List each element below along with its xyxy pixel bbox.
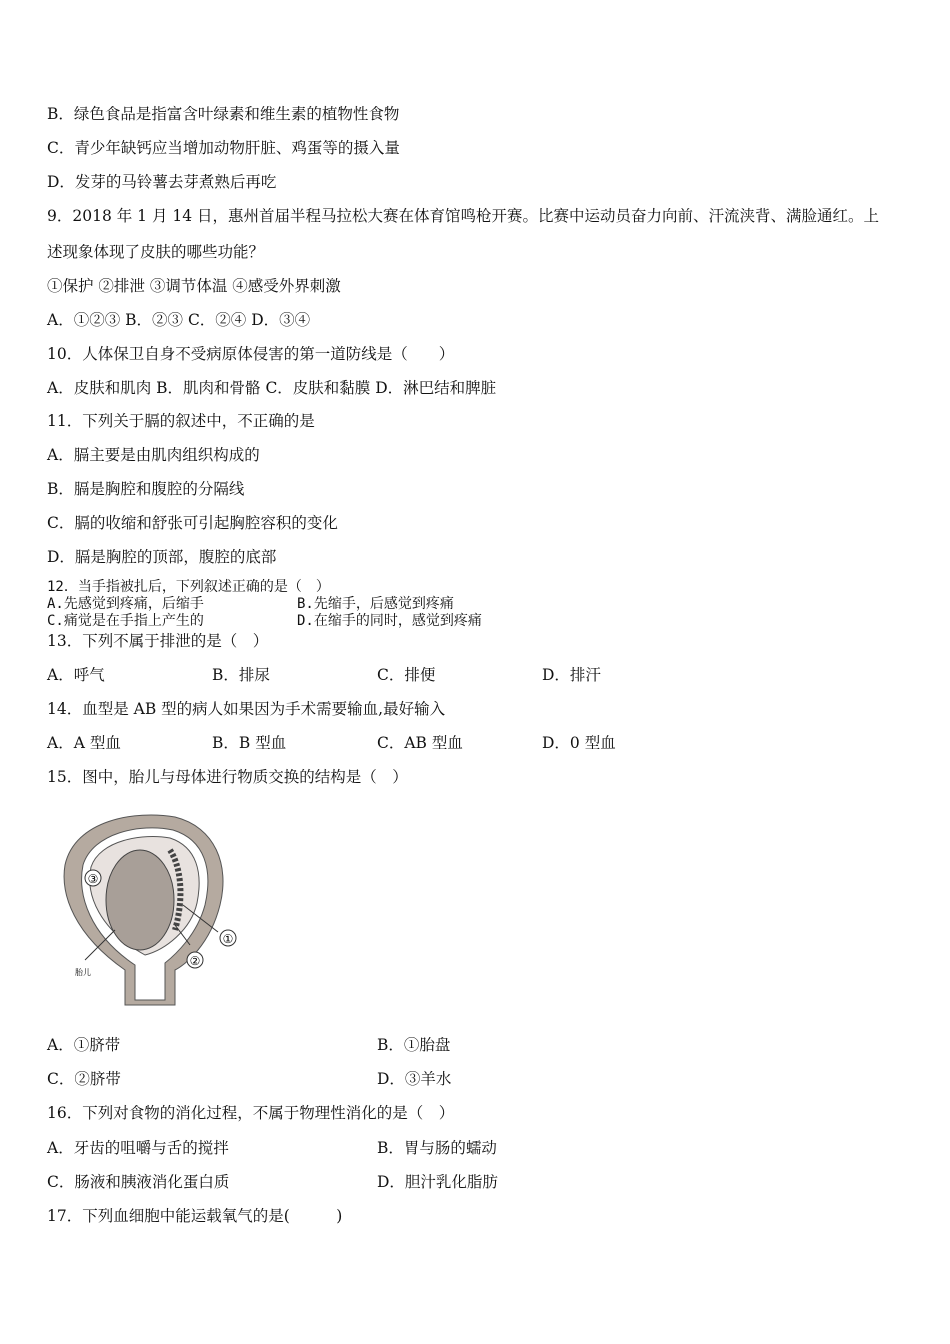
q12-stem: 12．当手指被扎后，下列叙述正确的是（ ） <box>47 579 330 595</box>
q10-stem: 10．人体保卫自身不受病原体侵害的第一道防线是（ ） <box>47 345 455 363</box>
q11-option-c: C．膈的收缩和舒张可引起胸腔容积的变化 <box>47 514 338 532</box>
q15-option-a: A．①脐带 <box>47 1036 121 1054</box>
q14-option-d: D．0 型血 <box>542 734 616 752</box>
q14-option-b: B．B 型血 <box>212 734 287 752</box>
q11-option-b: B．膈是胸腔和腹腔的分隔线 <box>47 480 245 498</box>
q14-stem: 14．血型是 AB 型的病人如果因为手术需要输血,最好输入 <box>47 700 446 718</box>
q9-options: A．①②③ B．②③ C．②④ D．③④ <box>47 311 311 329</box>
q15-option-b: B．①胎盘 <box>377 1036 451 1054</box>
q13-stem: 13．下列不属于排泄的是（ ） <box>47 632 269 650</box>
q12-option-d: D.在缩手的同时，感觉到疼痛 <box>297 613 482 629</box>
q8-option-d: D．发芽的马铃薯去芽煮熟后再吃 <box>47 173 277 191</box>
q9-stem-cont: 述现象体现了皮肤的哪些功能？ <box>47 243 265 261</box>
q8-option-b: B．绿色食品是指富含叶绿素和维生素的植物性食物 <box>47 105 400 123</box>
q15-stem: 15．图中，胎儿与母体进行物质交换的结构是（ ） <box>47 768 408 786</box>
q16-option-a: A．牙齿的咀嚼与舌的搅拌 <box>47 1139 229 1157</box>
fetus-uterus-figure <box>55 805 245 1010</box>
q16-stem: 16．下列对食物的消化过程，不属于物理性消化的是（ ） <box>47 1104 455 1122</box>
q12-option-c: C.痛觉是在手指上产生的 <box>47 613 204 629</box>
q15-option-c: C．②脐带 <box>47 1070 121 1088</box>
label-fetus: 胎儿 <box>75 968 91 977</box>
q11-option-d: D．膈是胸腔的顶部，腹腔的底部 <box>47 548 277 566</box>
q15-option-d: D．③羊水 <box>377 1070 452 1088</box>
q11-stem: 11．下列关于膈的叙述中，不正确的是 <box>47 412 315 430</box>
q12-option-a: A.先感觉到疼痛，后缩手 <box>47 596 204 612</box>
q16-option-b: B．胃与肠的蠕动 <box>377 1139 497 1157</box>
q12-option-b: B.先缩手，后感觉到疼痛 <box>297 596 454 612</box>
q13-option-a: A．呼气 <box>47 666 105 684</box>
q13-option-c: C．排便 <box>377 666 436 684</box>
q14-option-a: A．A 型血 <box>47 734 121 752</box>
q17-stem: 17．下列血细胞中能运载氧气的是( ) <box>47 1207 343 1225</box>
label-1: ① <box>222 932 234 946</box>
q10-options: A．皮肤和肌肉 B．肌肉和骨骼 C．皮肤和黏膜 D．淋巴结和脾脏 <box>47 379 497 397</box>
q13-option-b: B．排尿 <box>212 666 270 684</box>
q13-option-d: D．排汗 <box>542 666 601 684</box>
q14-option-c: C．AB 型血 <box>377 734 463 752</box>
q16-option-c: C．肠液和胰液消化蛋白质 <box>47 1173 230 1191</box>
q9-items: ①保护 ②排泄 ③调节体温 ④感受外界刺激 <box>47 277 341 295</box>
label-3: ③ <box>87 872 99 886</box>
q11-option-a: A．膈主要是由肌肉组织构成的 <box>47 446 260 464</box>
q9-stem: 9．2018 年 1 月 14 日，惠州首届半程马拉松大赛在体育馆鸣枪开赛。比赛中运动员奋力向前、汗流浃背、满脸通红。上 <box>47 207 880 225</box>
q8-option-c: C．青少年缺钙应当增加动物肝脏、鸡蛋等的摄入量 <box>47 139 400 157</box>
q16-option-d: D．胆汁乳化脂肪 <box>377 1173 498 1191</box>
label-2: ② <box>189 954 201 968</box>
